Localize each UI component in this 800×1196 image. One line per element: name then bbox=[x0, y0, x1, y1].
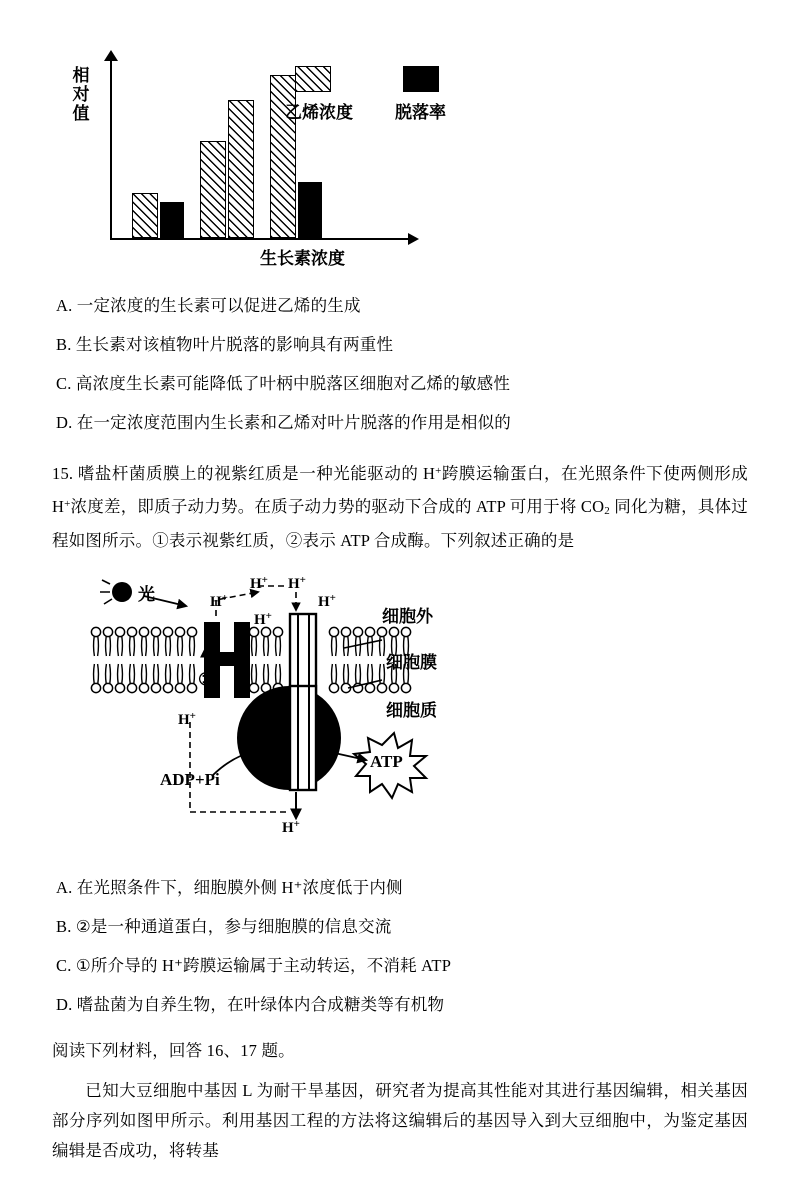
reading-instruction: 阅读下列材料，回答 16、17 题。 bbox=[52, 1041, 295, 1060]
leader-line-membrane bbox=[344, 640, 382, 648]
q14-option-d: D. 在一定浓度范围内生长素和乙烯对叶片脱落的作用是相似的 bbox=[56, 413, 511, 432]
q15-stem-part5: 同化为糖，具体过程如图所示。①表示视紫红 bbox=[52, 497, 748, 550]
x-axis-line bbox=[110, 238, 410, 240]
label-cell-outside: 细胞外 bbox=[382, 607, 433, 626]
label-proton-1: H+ bbox=[210, 592, 228, 610]
q15-stem-part4: 质子动力势。在质子动力势的驱动下合成的 ATP 可用于将 CO bbox=[154, 497, 605, 516]
bar-ethylene-1 bbox=[132, 193, 158, 238]
q15-stem-part2: 跨膜运输蛋白，在光照条件下使两侧形成 H bbox=[52, 464, 748, 516]
legend-label-abscission: 脱落率 bbox=[395, 103, 446, 122]
label-light: 光 bbox=[138, 585, 155, 604]
reading-paragraph bbox=[52, 1076, 748, 1166]
q15-option-b: B. ②是一种通道蛋白，参与细胞膜的信息交流 bbox=[56, 917, 392, 936]
q14-option-c: C. 高浓度生长素可能降低了叶柄中脱落区细胞对乙烯的敏感性 bbox=[56, 374, 511, 393]
q15-stem-part1: 15. 嗜盐杆菌质膜上的视紫红质是一种光能驱动的 H bbox=[52, 464, 436, 483]
legend-swatch-ethylene bbox=[295, 66, 331, 92]
q15-option-a: A. 在光照条件下，细胞膜外侧 H⁺浓度低于内侧 bbox=[56, 878, 403, 897]
q14-option-a: A. 一定浓度的生长素可以促进乙烯的生成 bbox=[56, 296, 361, 315]
label-proton-5: H+ bbox=[318, 592, 336, 610]
q15-subscript-2: 2 bbox=[604, 505, 610, 517]
q15-superscript-plus-2: + bbox=[64, 498, 71, 510]
chart-x-axis-label: 生长素浓度 bbox=[260, 249, 345, 268]
label-proton-7: H+ bbox=[282, 818, 300, 836]
bacteriorhodopsin-membrane-diagram bbox=[82, 570, 722, 860]
ethylene-abscission-bar-chart bbox=[70, 48, 490, 278]
q15-stem-part3: 浓度差，即 bbox=[70, 497, 155, 516]
bar-abscission-4 bbox=[298, 182, 322, 238]
bar-ethylene-2 bbox=[200, 141, 226, 238]
legend-label-ethylene: 乙烯浓度 bbox=[285, 103, 353, 122]
light-source-icon bbox=[100, 580, 132, 604]
label-proton-3: H+ bbox=[288, 574, 306, 592]
q15-option-d: D. 嗜盐菌为自养生物，在叶绿体内合成糖类等有机物 bbox=[56, 995, 445, 1014]
label-marker-2: ② bbox=[322, 710, 338, 729]
bar-ethylene-3 bbox=[228, 100, 254, 238]
reading-paragraph-text: 已知大豆细胞中基因 L 为耐干旱基因，研究者为提高其性能对其进行基因编辑，相关基因部分序列如图甲所示。利用基因工程的方法将这编辑后的基因导入到大豆细胞中，为鉴定基因编辑是否成功，将转基 bbox=[52, 1081, 748, 1160]
chart-y-axis-label: 相对值 bbox=[72, 66, 90, 123]
chart-legend bbox=[285, 66, 485, 136]
channel-through-head bbox=[290, 686, 316, 790]
q14-option-b: B. 生长素对该植物叶片脱落的影响具有两重性 bbox=[56, 335, 394, 354]
q15-superscript-plus-1: + bbox=[435, 465, 442, 477]
label-cell-membrane: 细胞膜 bbox=[386, 653, 437, 672]
label-adp-pi: ADP+Pi bbox=[160, 770, 220, 789]
q15-option-c: C. ①所介导的 H⁺跨膜运输属于主动转运，不消耗 ATP bbox=[56, 956, 452, 975]
q15-stem-part6: 质，②表示 ATP 合成酶。下列叙述正确的是 bbox=[252, 531, 575, 550]
label-proton-2: H+ bbox=[250, 574, 268, 592]
label-proton-6: H+ bbox=[178, 710, 196, 728]
label-marker-1: ① bbox=[198, 670, 214, 689]
label-atp: ATP bbox=[370, 752, 403, 771]
q15-stem bbox=[52, 456, 748, 556]
label-cytoplasm: 细胞质 bbox=[386, 701, 437, 720]
bar-abscission-1 bbox=[160, 202, 184, 238]
legend-swatch-abscission bbox=[403, 66, 439, 92]
label-proton-4: H+ bbox=[254, 610, 272, 628]
